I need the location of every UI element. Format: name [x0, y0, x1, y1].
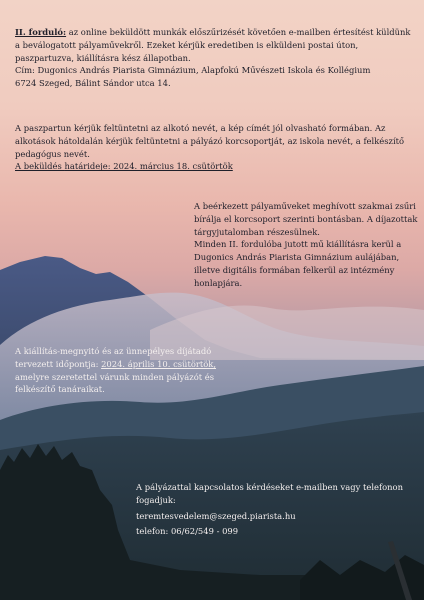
jury-line: illetve digitális formában felkerül az intézmény [194, 264, 395, 275]
contact-paragraph [136, 481, 416, 538]
contact-line-2: fogadjuk: [136, 494, 176, 505]
ceremony-paragraph [15, 345, 220, 396]
deadline-date: határideje: 2024. március 18. csütörtök [64, 161, 233, 172]
jury-line: bírálja el korcsoport szerinti bontásban. A díjazottak [194, 213, 418, 224]
jury-line: A beérkezett pályaműveket meghívott szakmai zsűri [194, 201, 416, 211]
contact-line-1: A pályázattal kapcsolatos kérdéseket e-mailben vagy telefonon [136, 482, 403, 492]
second-round-paragraph [15, 26, 410, 90]
jury-line: honlapjára. [194, 277, 243, 288]
passepartout-line-1: A paszpartun kérjük feltüntetni az alkotó nevét, a kép címét jól olvasható formában. Az [15, 123, 386, 133]
ceremony-line-2: tervezett időpontja: 2024. április 10. csütörtök, [15, 358, 217, 369]
jury-line: Dugonics András Piarista Gimnázium aulájában, [194, 252, 400, 263]
ceremony-line-4: felkészítő tanáraikat. [15, 384, 105, 395]
ceremony-line-3: amelyre szeretettel várunk minden pályázót és [15, 371, 215, 382]
postal-address-line: Cím: Dugonics András Piarista Gimnázium, Alapfokú Művészeti Iskola és Kollégium [15, 65, 371, 76]
second-round-line-2: a beválogatott pályaművekről. Ezeket kérjük eredetiben is elküldeni postai úton, [15, 39, 359, 50]
passepartout-line-2: alkotások hátoldalán kérjük feltüntetni a pályázó korcsoportját, az iskola nevét, a felkészítő [15, 135, 405, 146]
contact-email-link[interactable]: teremtesvedelem@szeged.piarista.hu [136, 510, 296, 521]
deadline-line: A beküldés határideje: 2024. március 18. csütörtök [15, 161, 233, 172]
jury-line: tárgyjutalomban részesülnek. [194, 226, 320, 237]
contact-phone[interactable]: telefon: 06/62/549 - 099 [136, 526, 239, 537]
jury-line: Minden II. fordulóba jutott mű kiállításra kerül a [194, 239, 402, 250]
passepartout-line-3: pedagógus nevét. [15, 148, 90, 159]
postal-city-line: 6724 Szeged, Bálint Sándor utca 14. [15, 78, 171, 89]
second-round-line-1: II. forduló: az online beküldött munkák előszűrizését követően e-mailben értesítést küldünk [15, 27, 411, 37]
ceremony-line-1: A kiállítás-megnyitó és az ünnepélyes díjátadó [15, 346, 212, 356]
second-round-label: II. forduló: [15, 27, 67, 37]
passepartout-paragraph [15, 122, 410, 173]
jury-paragraph [194, 200, 416, 290]
ceremony-date: 2024. április 10. csütörtök, [101, 358, 217, 369]
second-round-line-3: paszpartuzva, kiállításra kész állapotban. [15, 52, 191, 63]
